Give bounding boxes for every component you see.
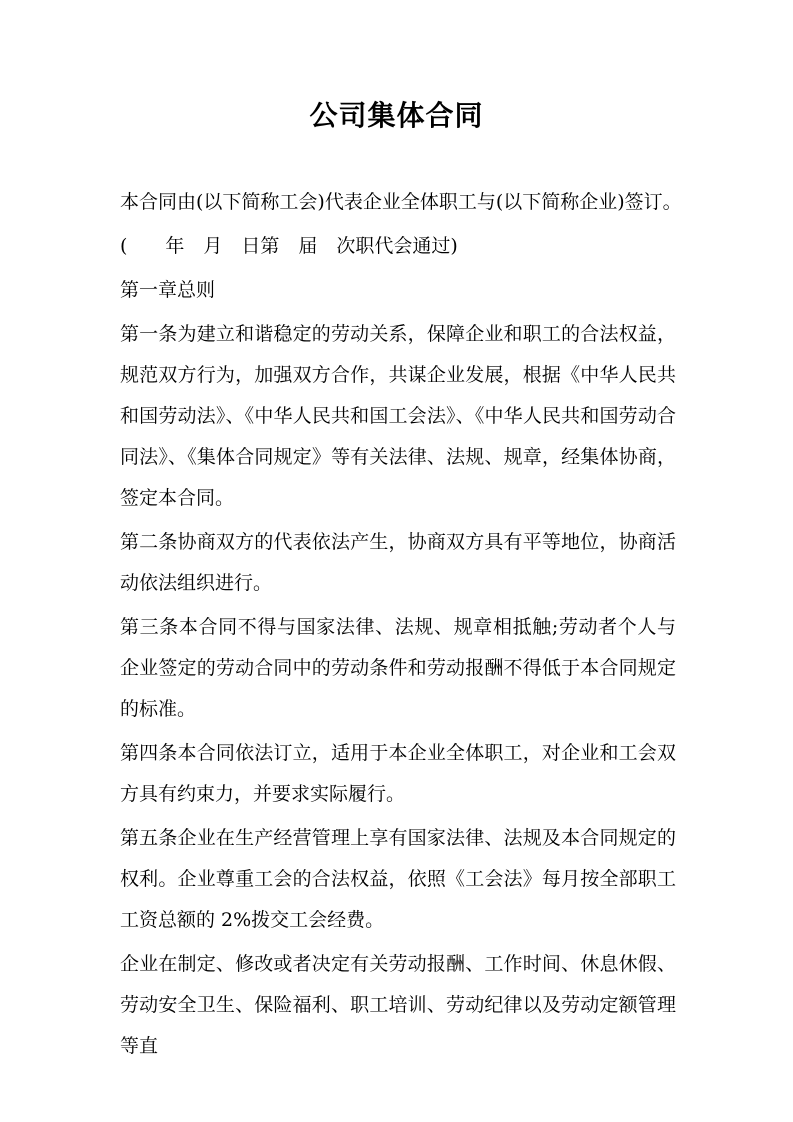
- document-title: 公司集体合同: [309, 99, 484, 132]
- article-3: 第三条本合同不得与国家法律、法规、规章相抵触;劳动者个人与企业签定的劳动合同中的劳动条件和劳动报酬不得低于本合同规定的标准。: [120, 616, 676, 720]
- document-body: [120, 182, 682, 1070]
- intro-paragraph: 本合同由(以下简称工会)代表企业全体职工与(以下简称企业)签订。: [120, 191, 682, 213]
- article-2: 第二条协商双方的代表依法产生，协商双方具有平等地位，协商活动依法组织进行。: [120, 531, 676, 594]
- adoption-note: ( 年 月 日第 届 次职代会通过): [120, 235, 458, 257]
- article-5-continued: 企业在制定、修改或者决定有关劳动报酬、工作时间、休息休假、劳动安全卫生、保险福利、职工培训、劳动纪律以及劳动定额管理等直: [120, 953, 676, 1057]
- chapter-heading: 第一章总则: [120, 279, 216, 301]
- article-1: 第一条为建立和谐稳定的劳动关系，保障企业和职工的合法权益，规范双方行为，加强双方合作，共谋企业发展，根据《中华人民共和国劳动法》、《中华人民共和国工会法》、《中华人民共和国劳动合同法》、《集体合同规定》等有关法律、法规、规章，经集体协商，签定本合同。: [120, 323, 676, 509]
- article-4: 第四条本合同依法订立，适用于本企业全体职工，对企业和工会双方具有约束力，并要求实际履行。: [120, 742, 676, 805]
- article-5: 第五条企业在生产经营管理上享有国家法律、法规及本合同规定的权利。企业尊重工会的合法权益，依照《工会法》每月按全部职工工资总额的 2%拨交工会经费。: [120, 827, 676, 931]
